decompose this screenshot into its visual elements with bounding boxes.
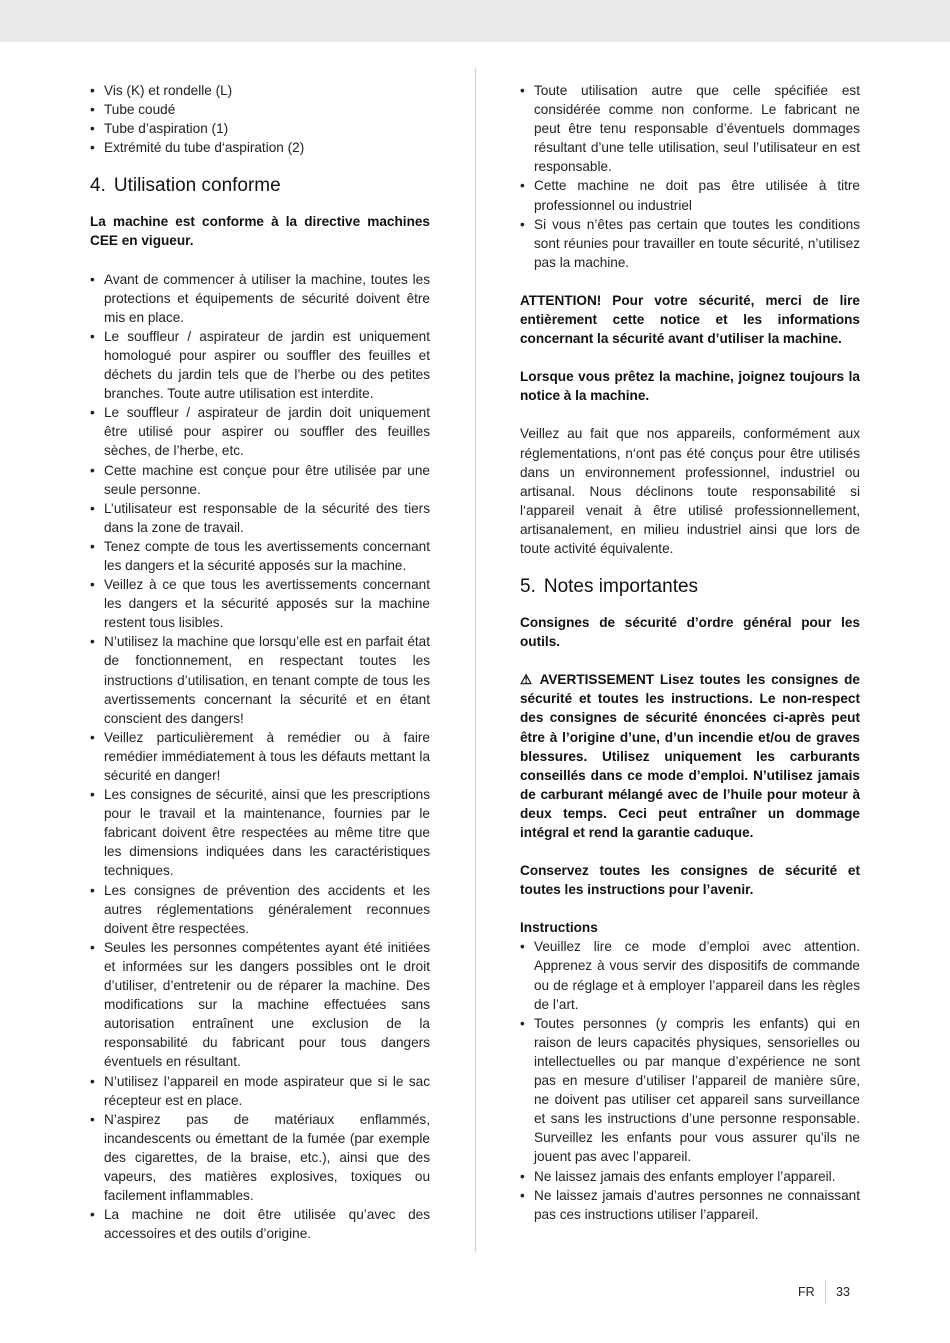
list-item: • L’utilisateur est responsable de la sécurité des tiers dans la zone de travail. — [90, 499, 430, 537]
section-5-heading — [520, 575, 860, 599]
list-item: • Tube d’aspiration (1) — [90, 119, 430, 138]
lend-notice: Lorsque vous prêtez la machine, joignez toujours la notice à la machine. — [520, 369, 860, 404]
parts-list — [90, 81, 430, 157]
warning-paragraph — [520, 670, 860, 842]
section-title: Notes importantes — [543, 576, 699, 598]
usage-list — [90, 270, 430, 1244]
list-item: • N’utilisez l’appareil en mode aspirateur que si le sac récepteur est en place. — [90, 1072, 430, 1110]
list-item: • Si vous n’êtes pas certain que toutes les conditions sont réunies pour travailler en toute sécurité, n’utilisez pas la machine. — [520, 215, 860, 272]
page-number: 33 — [836, 1285, 850, 1299]
list-item: • Tenez compte de tous les avertissements concernant les dangers et la sécurité apposés sur la machine. — [90, 537, 430, 575]
list-item: • Seules les personnes compétentes ayant été initiées et informées sur les dangers possibles ont le droit d’utiliser, d’entretenir ou de réparer la machine. Des modifications sur la machine effectuées sans autorisation entraînent une exclusion de la responsabilité du fabricant pour tous dangers éventuels en résultant. — [90, 938, 430, 1072]
keep-instructions-notice: Conservez toutes les consignes de sécurité et toutes les instructions pour l’avenir. — [520, 863, 860, 898]
section-4-heading — [90, 174, 430, 198]
list-item: • Veuillez lire ce mode d’emploi avec attention. Apprenez à vous servir des dispositifs de commande ou de réglage et à employer l’appareil dans les règles de l’art. — [520, 937, 860, 1013]
instructions-list — [520, 937, 860, 1223]
list-item: • Toutes personnes (y compris les enfants) qui en raison de leurs capacités physiques, sensorielles ou intellectuelles ou par manque d’expérience ne sont pas en mesure d’utiliser l’appareil de manière sûre, ne doivent pas utiliser cet appareil sans surveillance et sans les instructions d’une personne responsable. Surveillez les enfants pour vous assurer qu’ils ne jouent pas avec l’appareil. — [520, 1014, 860, 1167]
section-4-intro: La machine est conforme à la directive machines CEE en vigueur. — [90, 214, 430, 249]
list-item: • Cette machine ne doit pas être utilisée à titre professionnel ou industriel — [520, 176, 860, 214]
list-item: • Ne laissez jamais des enfants employer l’appareil. — [520, 1167, 860, 1186]
usage-list-continued — [520, 81, 860, 272]
language-code: FR — [798, 1285, 815, 1299]
warning-text: AVERTISSEMENT Lisez toutes les consignes de sécurité et toutes les instructions. Le non-respect des consignes de sécurité énoncées ci-après peut être à l’origine d’une, d’un incendie et/ou de graves blessures. Utilisez uniquement les carburants conseillés dans ce mode d’emploi. N’utilisez jamais de carburant mélangé avec de l’huile pour moteur à deux temps. Ceci peut entraîner un dommage intégral et rend la garantie caduque. — [520, 672, 860, 840]
section-title: Utilisation conforme — [113, 175, 281, 197]
list-item: • Veillez à ce que tous les avertissements concernant les dangers et la sécurité apposés sur la machine restent tous lisibles. — [90, 575, 430, 632]
professional-use-note: Veillez au fait que nos appareils, conformément aux réglementations, n‘ont pas été conçus pour être utilisés dans un environnement professionnel, industriel ou artisanal. Nous déclinons toute responsabilité si l‘appareil venait à être utilisé professionnellement, artisanalement, en milieu industriel ainsi que lors de toute activité équivalente. — [520, 426, 860, 556]
list-item: • Tube coudé — [90, 100, 430, 119]
list-item: • La machine ne doit être utilisée qu’avec des accessoires et des outils d’origine. — [90, 1205, 430, 1243]
list-item: • N’utilisez la machine que lorsqu’elle est en parfait état de fonctionnement, en respectant toutes les instructions d’utilisation, en tenant compte de tous les avertissements concernant la sécurité et en étant conscient des dangers! — [90, 632, 430, 727]
list-item: • Les consignes de prévention des accidents et les autres réglementations généralement reconnues doivent être respectées. — [90, 881, 430, 938]
footer-divider — [825, 1280, 826, 1304]
list-item: • Les consignes de sécurité, ainsi que les prescriptions pour le travail et la maintenance, fournies par le fabricant doivent être respectées au même titre que les dimensions indiquées dans les caractéristiques techniques. — [90, 785, 430, 880]
instructions-heading: Instructions — [520, 920, 598, 936]
section-number: 5. — [520, 576, 536, 598]
warning-icon: ⚠ — [520, 672, 535, 688]
list-item: • Veillez particulièrement à remédier ou à faire remédier immédiatement à tous les défauts mettant la sécurité en danger! — [90, 728, 430, 785]
list-item: • N’aspirez pas de matériaux enflammés, incandescents ou émettant de la fumée (par exemple des cigarettes, de la braise, etc.), ainsi que des vapeurs, des matières explosives, toxiques ou facilement inflammables. — [90, 1110, 430, 1205]
left-column — [90, 81, 430, 1243]
column-divider — [475, 68, 476, 1252]
list-item: • Le souffleur / aspirateur de jardin doit uniquement être utilisé pour aspirer ou souffler des feuilles sèches, de l’herbe, etc. — [90, 403, 430, 460]
top-bar — [0, 0, 950, 42]
list-item: • Toute utilisation autre que celle spécifiée est considérée comme non conforme. Le fabricant ne peut être tenu responsable d’éventuels dommages résultant d’une telle utilisation, seul l’utilisateur en est responsable. — [520, 81, 860, 176]
list-item: • Extrémité du tube d‘aspiration (2) — [90, 138, 430, 157]
list-item: • Le souffleur / aspirateur de jardin est uniquement homologué pour aspirer ou souffler des feuilles et déchets du jardin tels que de l’herbe ou des petites branches. Toute autre utilisation est interdite. — [90, 327, 430, 403]
right-column — [520, 81, 860, 1224]
attention-notice: ATTENTION! Pour votre sécurité, merci de lire entièrement cette notice et les informations concernant la sécurité avant d’utiliser la machine. — [520, 292, 860, 347]
list-item: • Ne laissez jamais d’autres personnes ne connaissant pas ces instructions utiliser l’appareil. — [520, 1186, 860, 1224]
list-item: • Avant de commencer à utiliser la machine, toutes les protections et équipements de sécurité doivent être mis en place. — [90, 270, 430, 327]
section-number: 4. — [90, 175, 106, 197]
list-item: • Vis (K) et rondelle (L) — [90, 81, 430, 100]
list-item: • Cette machine est conçue pour être utilisée par une seule personne. — [90, 461, 430, 499]
general-safety-heading: Consignes de sécurité d’ordre général pour les outils. — [520, 615, 860, 650]
